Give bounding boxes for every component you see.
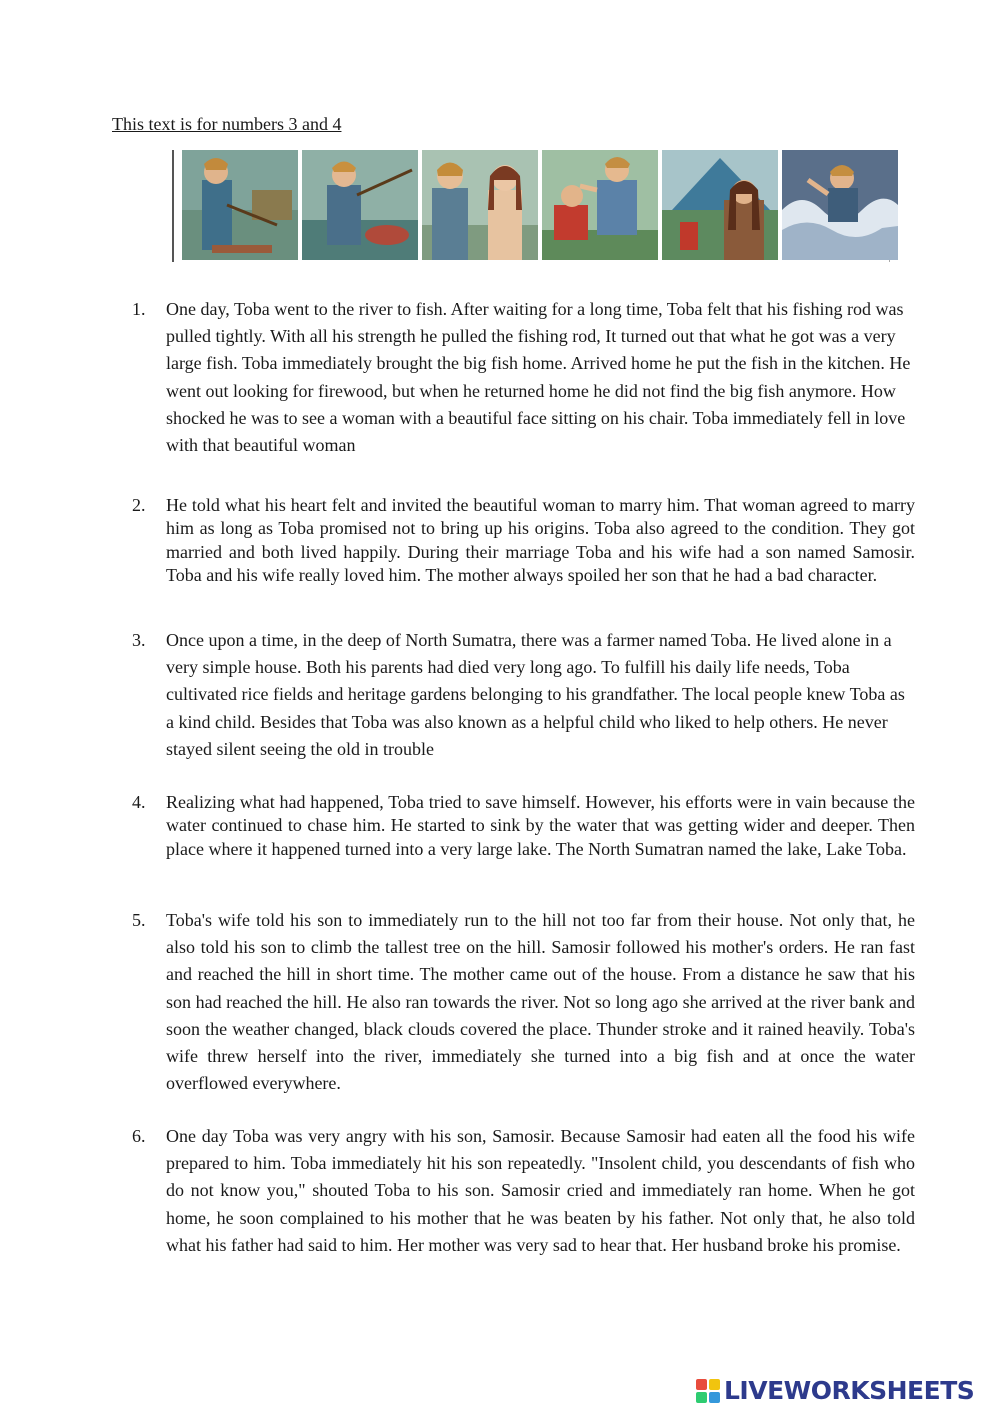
item-text: Toba's wife told his son to immediately run to the hill not too far from their house. Not only that, he also told his son to climb the tallest tree on the hill. Samosir followed his mother's orders. He ran fast and reached the hill in short time. The mother came out of the house. From a distance he saw that his son had reached the hill. He also ran towards the river. Not so long ago she arrived at the river bank and soon the weather changed, black clouds covered the place. Thunder stroke and it rained heavily. Toba's wife threw herself into the river, immediately she turned into a big fish and at once the water overflowed everywhere. — [166, 910, 915, 1094]
item-number: 1. — [132, 299, 146, 319]
panel-flood-waves — [782, 150, 898, 260]
list-item — [132, 627, 915, 763]
item-text: One day Toba was very angry with his son, Samosir. Because Samosir had eaten all the food his wife prepared to him. Toba immediately hit his son repeatedly. "Insolent child, you descendants of fish who do not know you," shouted Toba to his son. Samosir cried and immediately ran home. When he got home, he soon complained to his mother that he was beaten by his father. Not only that, he also told what his father had said to him. Her mother was very sad to hear that. Her husband broke his promise. — [166, 1126, 915, 1255]
list-item — [132, 907, 915, 1097]
item-text: Realizing what had happened, Toba tried to save himself. However, his efforts were in vain because the water continued to chase him. He started to sink by the water that was getting wider and deeper. Then place where it happened turned into a very large lake. The North Sumatran named the lake, Lake Toba. — [166, 792, 915, 859]
panel-toba-fishing — [182, 150, 298, 260]
item-number: 3. — [132, 630, 146, 650]
list-item — [132, 296, 915, 459]
list-item — [132, 494, 915, 588]
item-number: 2. — [132, 495, 146, 515]
panel-toba-and-woman — [422, 150, 538, 260]
item-text: He told what his heart felt and invited the beautiful woman to marry him. That woman agreed to marry him as long as Toba promised not to bring up his origins. Toba also agreed to the condition. They got married and both lived happily. During their marriage Toba and his wife had a son named Samosir. Toba and his wife really loved him. The mother always spoiled her son that he had a bad character. — [166, 495, 915, 586]
logo-text: LIVEWORKSHEETS — [724, 1376, 975, 1405]
item-text: Once upon a time, in the deep of North Sumatra, there was a farmer named Toba. He lived alone in a very simple house. Both his parents had died very long ago. To fulfill his daily life needs, Toba cultivated rice fields and heritage gardens belonging to his grandfather. The local people knew Toba as a kind child. Besides that Toba was also known as a helpful child who liked to help others. He never stayed silent seeing the old in trouble — [166, 630, 905, 759]
liveworksheets-logo — [696, 1376, 974, 1405]
item-number: 6. — [132, 1126, 146, 1146]
intro-heading: This text is for numbers 3 and 4 — [112, 114, 342, 134]
item-number: 5. — [132, 910, 146, 930]
logo-mark-icon — [696, 1379, 720, 1403]
item-text: One day, Toba went to the river to fish. After waiting for a long time, Toba felt that his fishing rod was pulled tightly. With all his strength he pulled the fishing rod, It turned out that what he got was a very large fish. Toba immediately brought the big fish home. Arrived home he put the fish in the kitchen. He went out looking for firewood, but when he returned home he did not find the big fish anymore. How shocked he was to see a woman with a beautiful face sitting on his chair. Toba immediately fell in love with that beautiful woman — [166, 299, 911, 456]
item-number: 4. — [132, 792, 146, 812]
panel-toba-hits-son — [542, 150, 658, 260]
story-picture-strip — [172, 150, 890, 262]
panel-toba-catch — [302, 150, 418, 260]
list-item — [132, 791, 915, 861]
panel-house-and-hill — [662, 150, 778, 260]
list-item — [132, 1123, 915, 1259]
